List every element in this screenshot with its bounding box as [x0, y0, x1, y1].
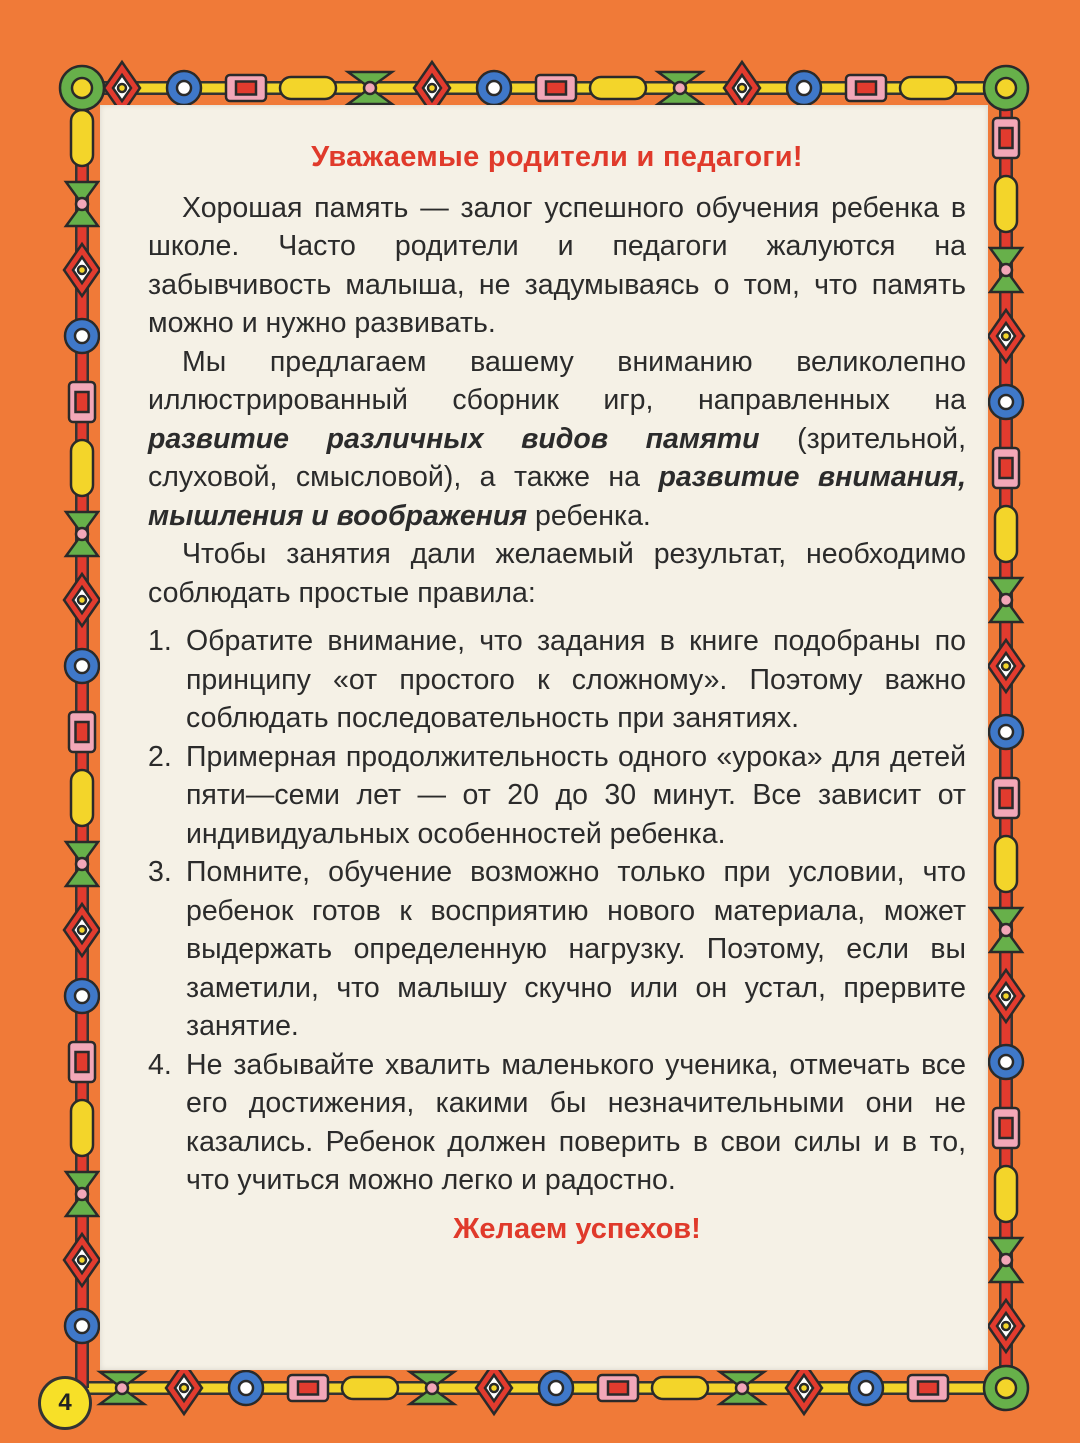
rule-number: 4.	[148, 1048, 172, 1081]
emphasis-attention: развитие внимания, мышления и воображения	[148, 461, 967, 532]
rule-text: Примерная продолжительность одного «урока» для детей пяти—семи лет — от 20 до 30 минут. Все зависит от индивидуальных особенностей ребенка.	[186, 740, 966, 850]
intro-paragraph-2	[148, 343, 966, 536]
page-title: Уважаемые родители и педагоги!	[311, 141, 803, 173]
intro-paragraph-3: Чтобы занятия дали желаемый результат, необходимо соблюдать простые правила:	[148, 538, 966, 609]
rule-text: Помните, обучение возможно только при условии, что ребенок готов к восприятию нового материала, может выдержать определенную нагрузку. Поэтому, если вы заметили, что малышу скучно или он устал, прервите занятие.	[186, 856, 966, 1042]
letter-content	[148, 138, 966, 1248]
list-item	[148, 853, 966, 1046]
list-item	[148, 1046, 966, 1200]
page-number-badge: 4	[38, 1376, 92, 1430]
closing-wish: Желаем успехов!	[453, 1212, 701, 1245]
rule-text: Обратите внимание, что задания в книге подобраны по принципу «от простого к сложному». Поэтому важно соблюдать последовательность при занятиях.	[186, 625, 966, 734]
p2-start: Мы предлагаем вашему вниманию великолепно иллюстрированный сборник игр, направленных на	[148, 345, 966, 416]
rule-text: Не забывайте хвалить маленького ученика, отмечать все его достижения, какими бы незначительными они не казались. Ребенок должен поверить в свои силы и в то, что учиться можно легко и радостно.	[186, 1048, 966, 1196]
p2-end: ребенка.	[527, 499, 651, 532]
rule-number: 2.	[148, 740, 172, 773]
rule-number: 3.	[148, 856, 172, 888]
intro-paragraph-1: Хорошая память — залог успешного обучения ребенка в школе. Часто родители и педагоги жалуются на забывчивость малыша, не задумываясь о том, что память можно и нужно развивать.	[148, 191, 966, 339]
rule-number: 1.	[148, 625, 172, 657]
list-item	[148, 622, 966, 738]
emphasis-memory: развитие различных видов памяти	[148, 422, 760, 455]
list-item	[148, 738, 966, 854]
p2-mid: (зрительной, слуховой, смысловой), а также на	[148, 422, 966, 493]
rules-list	[148, 622, 966, 1200]
